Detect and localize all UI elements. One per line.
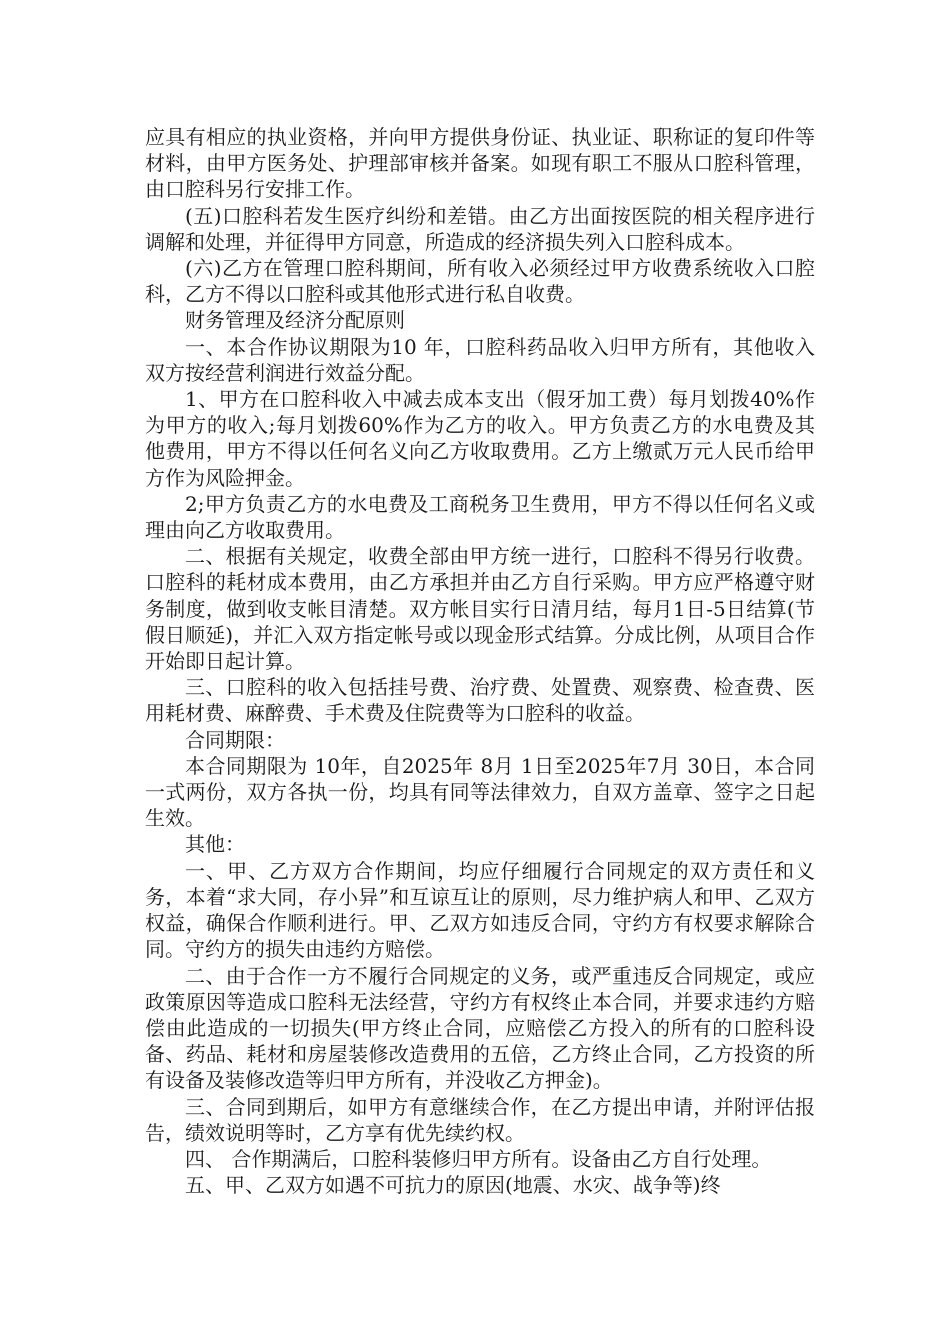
paragraph-finance-term: 一、本合作协议期限为10 年，口腔科药品收入归甲方所有，其他收入双方按经营利润进行效益分配。 — [145, 334, 815, 385]
paragraph-contract-term: 本合同期限为 10年，自2025年 8月 1日至2025年7月 30日，本合同一式两份，双方各执一份，均具有同等法律效力，自双方盖章、签字之日起生效。 — [145, 753, 815, 831]
section-heading-finance: 财务管理及经济分配原则 — [185, 308, 405, 333]
paragraph-other-expiry: 四、 合作期满后，口腔科装修归甲方所有。设备由乙方自行处理。 — [185, 1146, 772, 1171]
paragraph-other-force-majeure: 五、甲、乙双方如遇不可抗力的原因(地震、水灾、战争等)终 — [185, 1173, 721, 1198]
section-heading-other: 其他： — [185, 832, 245, 857]
paragraph-finance-expenses: 2;甲方负责乙方的水电费及工商税务卫生费用，甲方不得以任何名义或理由向乙方收取费用。 — [145, 491, 815, 543]
document-body — [145, 124, 815, 1198]
paragraph-clause-5-medical-disputes: (五)口腔科若发生医疗纠纷和差错。由乙方出面按医院的相关程序进行调解和处理，并征得甲方同意，所造成的经济损失列入口腔科成本。 — [145, 203, 815, 254]
paragraph-other-responsibilities: 一、甲、乙方双方合作期间，均应仔细履行合同规定的双方责任和义务，本着“求大同，存小异”和互谅互让的原则，尽力维护病人和甲、乙双方权益，确保合作顺利进行。甲、乙双方如违反合同，守约方有权要求解除合同。守约方的损失由违约方赔偿。 — [145, 858, 815, 962]
paragraph-other-renewal: 三、合同到期后，如甲方有意继续合作，在乙方提出申请，并附评估报告，绩效说明等时，乙方享有优先续约权。 — [145, 1094, 815, 1145]
paragraph-other-breach: 二、由于合作一方不履行合同规定的义务，或严重违反合同规定，或应政策原因等造成口腔科无法经营，守约方有权终止本合同，并要求违约方赔偿由此造成的一切损失(甲方终止合同，应赔偿乙方投入的所有的口腔科设备、药品、耗材和房屋装修改造费用的五倍，乙方终止合同，乙方投资的所有设备及装修改造等归甲方所有，并没收乙方押金)。 — [145, 963, 815, 1093]
paragraph-finance-income-types: 三、口腔科的收入包括挂号费、治疗费、处置费、观察费、检查费、医用耗材费、麻醉费、手术费及住院费等为口腔科的收益。 — [145, 675, 815, 726]
section-heading-contract-term: 合同期限： — [185, 727, 285, 752]
paragraph-qualifications: 应具有相应的执业资格，并向甲方提供身份证、执业证、职称证的复印件等材料，由甲方医务处、护理部审核并备案。如现有职工不服从口腔科管理，由口腔科另行安排工作。 — [145, 125, 815, 202]
paragraph-finance-billing: 二、根据有关规定，收费全部由甲方统一进行，口腔科不得另行收费。口腔科的耗材成本费用，由乙方承担并由乙方自行采购。甲方应严格遵守财务制度，做到收支帐目清楚。双方帐目实行日清月结，每月1日-5日结算(节假日顺延)，并汇入双方指定帐号或以现金形式结算。分成比例，从项目合作开始即日起计算。 — [145, 544, 815, 674]
paragraph-finance-allocation: 1、甲方在口腔科收入中减去成本支出（假牙加工费）每月划拨40%作为甲方的收入;每月划拨60%作为乙方的收入。甲方负责乙方的水电费及其他费用，甲方不得以任何名义向乙方收取费用。乙方上缴贰万元人民币给甲方作为风险押金。 — [145, 387, 815, 490]
paragraph-clause-6-fee-collection: (六)乙方在管理口腔科期间，所有收入必须经过甲方收费系统收入口腔科，乙方不得以口腔科或其他形式进行私自收费。 — [145, 256, 815, 307]
